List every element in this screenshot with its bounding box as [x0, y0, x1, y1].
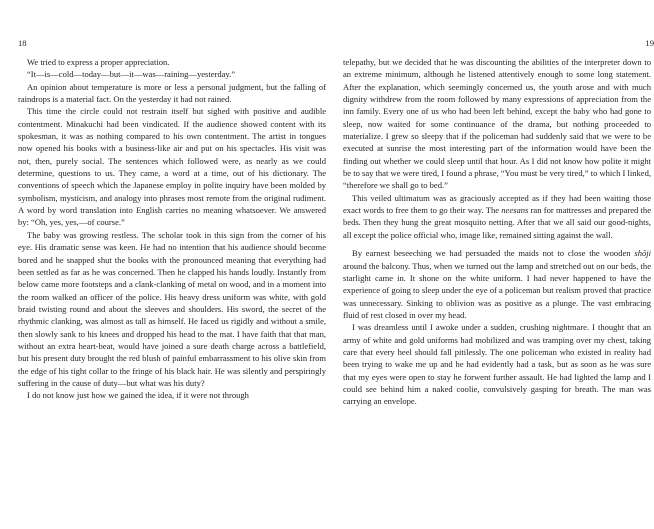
- paragraph: This veiled ultimatum was as graciously accepted as if they had been waiting those exact words to free them to go their way. The neesans ran for mattresses and prepared the beds. Then they hung the great mosquito netting. After that we all said our good-nights, all except the police official who, image like, remained sitting against the wall.: [343, 192, 651, 240]
- paragraph: telepathy, but we decided that he was discounting the abilities of the interpreter down to an extreme minimum, although he listened attentively enough to some long statement. After the explanation, which seemingly concerned us, the youth arose and with much dignity withdrew from the room followed by many expressions of appreciation from the inn family. Every one of us who had been left behind, except the baby who had gone to sleep, now waited for some continuance of the drama, but nothing proceeded to materialize. I grew so sleepy that if the policeman had suddenly said that we were to be executed at sunrise the most interesting part of the information would have been the finding out whether we could sleep until that hour. As I did not know how polite it might be to say that we were tired, I found a phrase, “You must be very tired,” to which I linked, “therefore we shall go to bed.”: [343, 57, 651, 191]
- paragraph: We tried to express a proper appreciation.: [27, 57, 170, 67]
- page-number-left: 18: [18, 38, 27, 48]
- paragraph: This time the circle could not restrain itself but sighed with positive and audible contentment. Minakuchi had been vindicated. If the audience showed content with its spokesman, it was as nothing compared to his own contentment. The artist in tongues now opened his books with a business-like air and put on his spectacles. His visit was not, then, purely social. The sentences which followed were, as nearly as we could determine, questions to us. They came, a word at a time, out of his dictionary. The conventions of speech which the Japanese employ in polite inquiry have been molded by symbolism, mysticism, and analogy into phrases most remote from the original rudiment. A word by word translation into English carries no meaning whatsoever. We answered by: “Oh, yes, yes,—of course.”: [18, 106, 326, 228]
- paragraph: The baby was growing restless. The scholar took in this sign from the corner of his eye. His dramatic sense was keen. He had no intention that his audience should become bored and he snapped shut the books with the pronounced meaning that everything had been settled as far as he was concerned. Then he clapped his hands loudly. Instantly from below came more footsteps and a clank-clanking of metal on wood, and in a moment into the room walked an officer of the police. His heavy dress uniform was white, with gold braid twisting round and about the sleeves and shoulders. His sword, the secret of the rhythmic clanking, was almost as tall as himself. He faced us rigidly and without a smile, then slowly sank to his knees and dropped his head to the mat. I have faith that that man, without an extra heart-beat, would have joined a sure death charge across a battlefield, but his present duty brought the red blush of painful embarrassment to his olive skin from the edge of his tight collar to the fringe of his black hair. He was silently and perspiringly suffering in the cause of duty—but what was his duty?: [18, 229, 326, 388]
- italic-term: neesans: [501, 205, 529, 216]
- page-number-right: 19: [645, 38, 654, 48]
- paragraph: By earnest beseeching we had persuaded the maids not to close the wooden shōji around the balcony. Thus, when we turned out the lamp and stretched out on our beds, the starlight came in. It shone on the white uniform. I had never happened to have the experience of going to sleep under the eye of a policeman but realism proved that practice was unnecessary. Sinking to oblivion was as positive as a plunge. The vast embracing fluid of rest closed in over my head.: [343, 248, 651, 320]
- paragraph: “It—is—cold—today—but—it—was—raining—yesterday.”: [27, 69, 236, 80]
- right-page-text: [343, 56, 651, 408]
- paragraph: I was dreamless until I awoke under a sudden, crushing nightmare. I thought that an army of white and gold uniforms had mobilized and was tramping over my chest, taking care that every heel should fall pitilessly. The one policeman who existed in reality had been trying to wake me up and he had evidently had a task, but as soon as he was sure that my eyes were open to stay he forwent further assault. He had lighted the lamp and I could see behind him a naked coolie, convulsively gasping for breath. The man was carrying an envelope.: [343, 322, 651, 407]
- left-page-text: [18, 56, 326, 402]
- paragraph: I do not know just how we gained the idea, if it were not through: [27, 390, 249, 401]
- italic-term: shōji: [634, 248, 651, 259]
- paragraph: An opinion about temperature is more or less a personal judgment, but the falling of raindrops is a material fact. On the yesterday it had not rained.: [18, 81, 326, 105]
- left-page: [18, 0, 326, 529]
- right-page: [343, 0, 654, 529]
